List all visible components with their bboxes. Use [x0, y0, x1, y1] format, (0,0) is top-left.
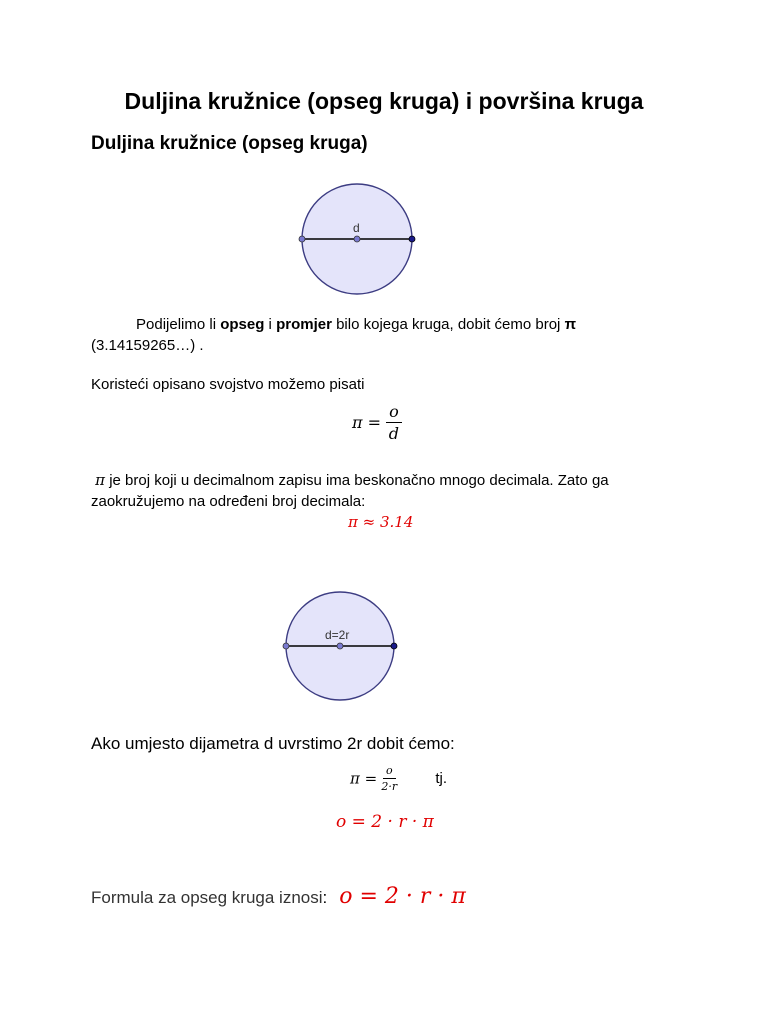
section-heading: Duljina kružnice (opseg kruga) — [91, 133, 368, 154]
bold-term-pi: π — [564, 316, 577, 333]
suffix-tj: tj. — [435, 770, 447, 787]
endpoint-left — [299, 236, 305, 242]
paragraph-ratio — [91, 314, 691, 356]
final-text: Formula za opseg kruga iznosi — [91, 888, 323, 907]
paragraph-decimals — [91, 470, 711, 512]
formula-circumference-small: o = 2 · r · π — [336, 812, 434, 832]
final-colon: : — [322, 888, 328, 907]
paragraph-property: Koristeći opisano svojstvo možemo pisati — [91, 376, 365, 393]
center-point — [337, 643, 343, 649]
endpoint-right — [409, 236, 415, 242]
bold-term-promjer: promjer — [276, 316, 332, 333]
text-segment: bilo kojega kruga, dobit ćemo broj — [331, 316, 565, 333]
formula-lhs: π = — [350, 769, 378, 788]
endpoint-right — [391, 643, 397, 649]
formula-lhs: π = — [352, 413, 382, 432]
text-segment: Podijelimo li — [136, 316, 221, 333]
circle-diagram-diameter — [290, 178, 425, 298]
text-segment: i — [264, 316, 277, 333]
page-title: Duljina kružnice (opseg kruga) i površina kruga — [124, 88, 644, 114]
endpoint-left — [283, 643, 289, 649]
pi-value-line: (3.14159265…) . — [91, 337, 204, 354]
diameter-label: d=2r — [325, 628, 350, 642]
formula-pi-approx: π ≈ 3.14 — [348, 513, 414, 531]
circle-diagram-radius — [278, 588, 403, 706]
denominator: 2·r — [381, 780, 398, 793]
text-line-1: je broj koji u decimalnom zapisu ima beskonačno mnogo decimala. Zato ga — [105, 472, 609, 489]
formula-pi-radius — [350, 764, 447, 793]
paragraph-substitution: Ako umjesto dijametra d uvrstimo 2r dobit ćemo: — [91, 734, 455, 753]
fraction — [386, 402, 402, 443]
text-line-2: zaokružujemo na određeni broj decimala: — [91, 493, 366, 510]
bold-term-opseg: opseg — [220, 316, 265, 333]
denominator: d — [388, 424, 400, 443]
pi-symbol: π — [95, 471, 106, 489]
center-point — [354, 236, 360, 242]
numerator: o — [383, 764, 396, 779]
diameter-label: d — [353, 221, 360, 235]
fraction — [381, 764, 397, 793]
formula-pi-ratio — [352, 402, 402, 443]
numerator: o — [386, 402, 402, 423]
final-formula-line — [91, 884, 466, 909]
formula-circumference-large: o = 2 · r · π — [339, 884, 466, 909]
